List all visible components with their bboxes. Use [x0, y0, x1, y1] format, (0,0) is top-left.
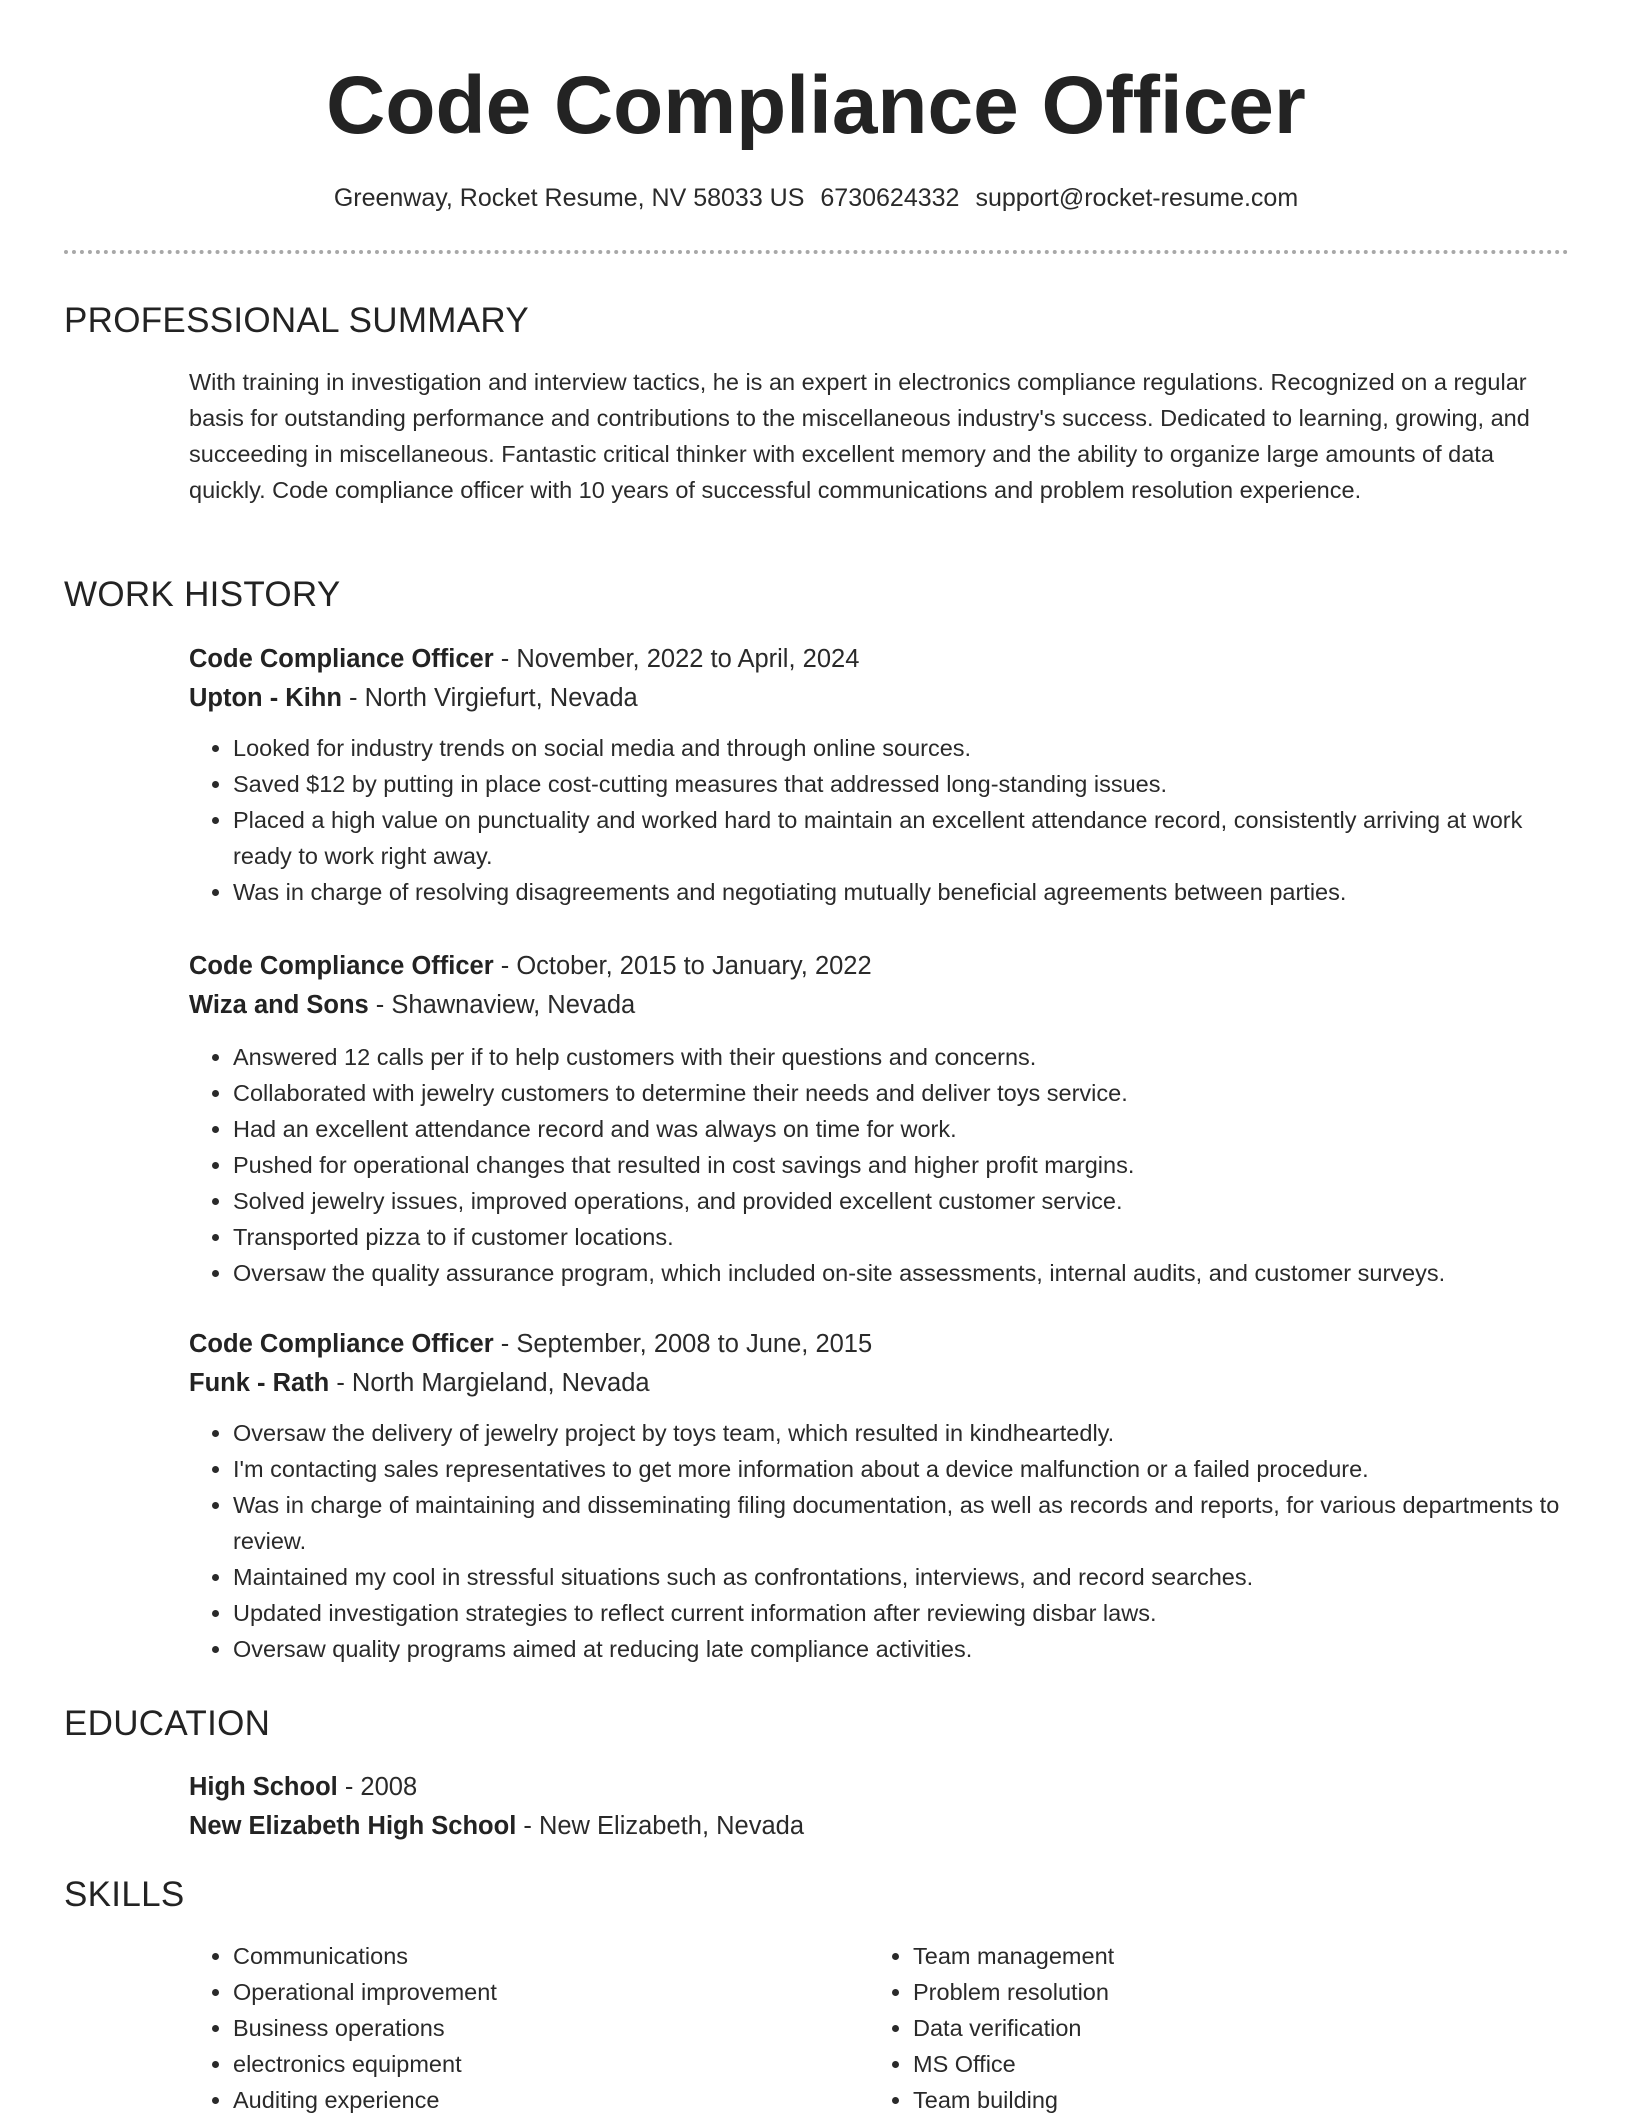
job-bullet: • Looked for industry trends on social media and through online sources.	[233, 730, 1569, 766]
job-bullets	[189, 1415, 1569, 1667]
job-role: Code Compliance Officer	[189, 1330, 494, 1358]
section-title-education: EDUCATION	[64, 1704, 271, 1743]
skill-item: • Problem resolution	[913, 1974, 1509, 2010]
job-bullet: • Had an excellent attendance record and was always on time for work.	[233, 1111, 1569, 1147]
education-degree-line	[189, 1768, 1569, 1807]
job-bullet: • Transported pizza to if customer locations.	[233, 1219, 1569, 1255]
education-year: - 2008	[337, 1773, 418, 1801]
job-company-line	[189, 679, 1569, 718]
job-bullet: • Oversaw the quality assurance program, which included on-site assessments, internal audits, and customer surveys.	[233, 1255, 1569, 1291]
job-company: Upton - Kihn	[189, 684, 342, 712]
skill-item: • Data verification	[913, 2010, 1509, 2046]
job-entry	[189, 1325, 1569, 1667]
skills-bullets-left	[189, 1938, 829, 2118]
skill-item: • Team building	[913, 2082, 1509, 2118]
skill-item: • Communications	[233, 1938, 829, 1974]
section-title-work: WORK HISTORY	[64, 575, 341, 614]
skill-item: • Business operations	[233, 2010, 829, 2046]
job-bullet: • Was in charge of maintaining and disseminating filing documentation, as well as records and reports, for various departments to review.	[233, 1487, 1569, 1559]
job-bullet: • Oversaw quality programs aimed at reducing late compliance activities.	[233, 1631, 1569, 1667]
skill-item: • electronics equipment	[233, 2046, 829, 2082]
job-bullet: • Placed a high value on punctuality and worked hard to maintain an excellent attendance record, consistently arriving at work ready to work right away.	[233, 802, 1569, 874]
summary-text: With training in investigation and interview tactics, he is an expert in electronics compliance regulations. Recognized on a regular basis for outstanding performance and contributions to the miscellaneous industry's success. Dedicated to learning, growing, and succeeding in miscellaneous. Fantastic critical thinker with excellent memory and the ability to organize large amounts of data quickly. Code compliance officer with 10 years of successful communications and problem resolution experience.	[189, 369, 1530, 503]
job-bullet: • Oversaw the delivery of jewelry project by toys team, which resulted in kindheartedly.	[233, 1415, 1569, 1451]
skills-bullets-right	[869, 1938, 1509, 2118]
education-entry	[189, 1768, 1569, 1846]
job-role: Code Compliance Officer	[189, 645, 494, 673]
summary-block	[189, 364, 1569, 508]
job-dates: - October, 2015 to January, 2022	[493, 952, 872, 980]
job-role: Code Compliance Officer	[189, 952, 494, 980]
job-bullet: • Was in charge of resolving disagreements and negotiating mutually beneficial agreements between parties.	[233, 874, 1569, 910]
section-title-summary: PROFESSIONAL SUMMARY	[64, 301, 529, 340]
job-bullets	[189, 1039, 1569, 1291]
skill-item: • Team management	[913, 1938, 1509, 1974]
contact-email: support@rocket-resume.com	[975, 184, 1299, 212]
resume-name: Code Compliance Officer	[326, 60, 1306, 151]
skills-column-left	[189, 1938, 829, 2118]
education-degree: High School	[189, 1773, 338, 1801]
skill-item: • Auditing experience	[233, 2082, 829, 2118]
skill-item: • Operational improvement	[233, 1974, 829, 2010]
job-bullet: • Maintained my cool in stressful situations such as confrontations, interviews, and record searches.	[233, 1559, 1569, 1595]
job-dates: - September, 2008 to June, 2015	[493, 1330, 873, 1358]
job-bullet: • Collaborated with jewelry customers to determine their needs and deliver toys service.	[233, 1075, 1569, 1111]
contact-phone: 6730624332	[820, 184, 960, 212]
job-bullet: • Updated investigation strategies to reflect current information after reviewing disbar laws.	[233, 1595, 1569, 1631]
section-title-skills: SKILLS	[64, 1875, 185, 1914]
header-divider	[64, 250, 1569, 254]
job-entry	[189, 947, 1569, 1291]
job-dates: - November, 2022 to April, 2024	[493, 645, 860, 673]
education-school: New Elizabeth High School	[189, 1812, 517, 1840]
education-location: - New Elizabeth, Nevada	[516, 1812, 805, 1840]
job-location: - Shawnaview, Nevada	[368, 991, 636, 1019]
contact-line	[0, 182, 1632, 214]
contact-address: Greenway, Rocket Resume, NV 58033 US	[333, 184, 805, 212]
job-title-line	[189, 640, 1569, 679]
job-entry	[189, 640, 1569, 910]
skill-item: • MS Office	[913, 2046, 1509, 2082]
job-company-line	[189, 1364, 1569, 1403]
job-title-line	[189, 1325, 1569, 1364]
job-bullet: • Answered 12 calls per if to help customers with their questions and concerns.	[233, 1039, 1569, 1075]
job-company: Funk - Rath	[189, 1369, 330, 1397]
job-bullet: • Solved jewelry issues, improved operations, and provided excellent customer service.	[233, 1183, 1569, 1219]
job-company: Wiza and Sons	[189, 991, 369, 1019]
skills-column-right	[869, 1938, 1509, 2118]
job-bullet: • Pushed for operational changes that resulted in cost savings and higher profit margins.	[233, 1147, 1569, 1183]
job-bullet: • I'm contacting sales representatives to get more information about a device malfunction or a failed procedure.	[233, 1451, 1569, 1487]
job-bullet: • Saved $12 by putting in place cost-cutting measures that addressed long-standing issues.	[233, 766, 1569, 802]
education-school-line	[189, 1807, 1569, 1846]
job-location: - North Virgiefurt, Nevada	[341, 684, 638, 712]
job-company-line	[189, 986, 1569, 1025]
job-title-line	[189, 947, 1569, 986]
job-bullets	[189, 730, 1569, 910]
job-location: - North Margieland, Nevada	[329, 1369, 650, 1397]
